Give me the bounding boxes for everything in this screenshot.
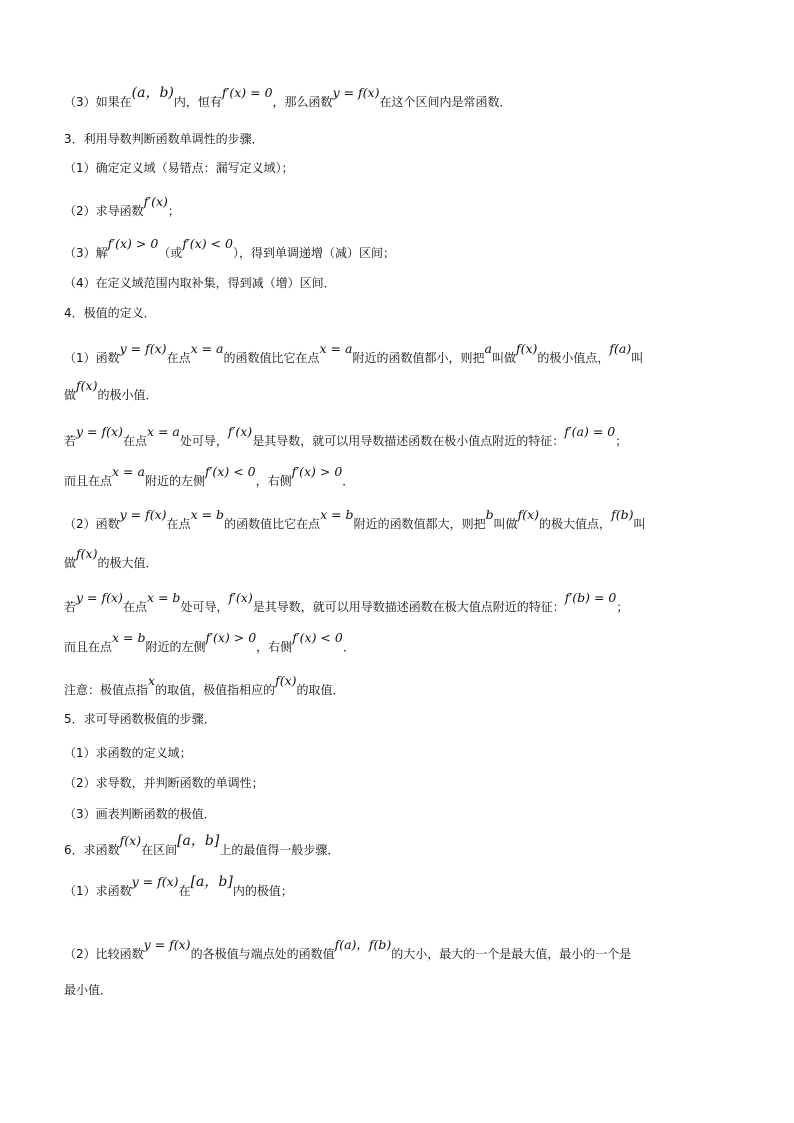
text-line: [64, 162, 294, 174]
text-segment: 最小值．: [64, 983, 113, 997]
text-segment: 的大小，最大的一个是最大值，最小的一个是: [391, 947, 632, 961]
text-segment: 注意：极值点指: [64, 683, 149, 697]
math-formula: f′(x) < 0: [292, 630, 343, 645]
text-segment: 的取值，极值指相应的: [155, 683, 276, 697]
text-segment: 在: [178, 884, 191, 898]
text-segment: 附近的函数值都大，则把: [353, 517, 486, 531]
text-segment: 6．求函数: [64, 843, 120, 857]
text-segment: （4）在定义域范围内取补集，得到减（增）区间．: [64, 276, 336, 290]
text-segment: 而且在点: [64, 474, 113, 488]
text-line: [64, 833, 340, 857]
math-interval: (a，b): [131, 85, 174, 101]
text-line: [64, 424, 628, 448]
text-segment: （2）求导数，并判断函数的单调性；: [64, 776, 264, 790]
math-formula: f(a): [609, 341, 632, 356]
text-line: [64, 194, 180, 218]
text-line: [64, 236, 395, 260]
text-line: [64, 630, 355, 654]
math-formula: f(a)，f(b): [334, 937, 392, 952]
math-formula: f(x): [76, 546, 98, 561]
math-formula: f(x): [119, 833, 142, 848]
text-segment: 在这个区间内是常函数．: [379, 95, 512, 109]
math-formula: y = f(x): [76, 590, 123, 605]
text-segment: ，右侧: [256, 640, 293, 654]
text-segment: ，那么函数: [272, 95, 333, 109]
text-segment: 处可导，: [179, 434, 228, 448]
math-formula: y = f(x): [332, 85, 380, 100]
math-formula: x = a: [146, 424, 180, 439]
text-segment: 上的最值得一般步骤．: [219, 843, 340, 857]
text-segment: 在点: [166, 517, 191, 531]
text-line: [64, 747, 192, 759]
text-line: [64, 378, 158, 402]
text-segment: ；: [616, 600, 629, 614]
math-formula: f(x): [76, 378, 98, 393]
text-segment: 的极大值．: [97, 556, 158, 570]
text-segment: 内的极值；: [232, 884, 293, 898]
math-formula: x = b: [320, 507, 354, 522]
math-formula: a: [484, 341, 492, 356]
text-segment: 叫: [631, 351, 644, 365]
text-segment: （2）函数: [64, 517, 120, 531]
text-segment: ；: [167, 204, 180, 218]
text-segment: 叫做: [493, 517, 518, 531]
math-interval: [a，b]: [177, 833, 220, 849]
math-formula: y = f(x): [119, 507, 167, 522]
math-formula: f′(x) > 0: [291, 464, 343, 479]
text-segment: （或: [158, 246, 183, 260]
text-segment: 叫做: [491, 351, 516, 365]
text-line: [64, 937, 632, 961]
text-segment: 的极大值点，: [539, 517, 612, 531]
math-formula: y = f(x): [131, 874, 179, 889]
text-segment: 附近的函数值都小，则把: [352, 351, 485, 365]
text-segment: 的极小值点，: [537, 351, 610, 365]
math-formula: x = a: [190, 341, 224, 356]
text-segment: 的函数值比它在点: [224, 517, 321, 531]
math-formula: f′(x): [228, 590, 253, 605]
text-segment: ．: [342, 640, 355, 654]
math-formula: x = a: [112, 464, 145, 479]
text-segment: （2）求导函数: [64, 204, 144, 218]
text-line: [64, 307, 156, 319]
math-interval: [a，b]: [190, 874, 233, 890]
text-segment: 5．求可导函数极值的步骤．: [64, 712, 216, 726]
text-segment: 做: [64, 388, 77, 402]
text-line: [64, 277, 336, 289]
math-formula: f′(b) = 0: [564, 590, 617, 605]
text-line: [64, 546, 158, 570]
text-segment: 若: [64, 600, 77, 614]
math-formula: x = b: [146, 590, 181, 605]
math-formula: f(x): [515, 341, 538, 356]
text-segment: 的函数值比它在点: [223, 351, 320, 365]
math-formula: f′(a) = 0: [564, 424, 616, 439]
math-formula: f′(x) = 0: [221, 85, 273, 100]
math-formula: b: [485, 507, 494, 522]
text-segment: ，右侧: [255, 474, 292, 488]
math-formula: f(b): [611, 507, 634, 522]
text-line: [64, 590, 629, 614]
text-line: [64, 777, 264, 789]
text-line: [64, 464, 355, 488]
math-formula: f′(x) > 0: [107, 236, 159, 251]
text-segment: （1）求函数: [64, 884, 132, 898]
math-formula: f′(x): [227, 424, 253, 439]
math-formula: f′(x): [143, 194, 168, 209]
text-segment: 若: [64, 434, 77, 448]
text-segment: （3）解: [64, 246, 108, 260]
text-segment: 附近的左侧: [144, 474, 205, 488]
text-segment: 在点: [166, 351, 191, 365]
text-segment: 3．利用导数判断函数单调性的步骤．: [64, 132, 264, 146]
text-line: [64, 133, 264, 145]
text-segment: （2）比较函数: [64, 947, 144, 961]
math-formula: f′(x) > 0: [205, 630, 257, 645]
text-segment: （3）如果在: [64, 95, 132, 109]
text-segment: ；: [615, 434, 628, 448]
text-segment: 叫: [633, 517, 646, 531]
text-line: [64, 507, 646, 531]
text-segment: 内，恒有: [173, 95, 222, 109]
text-line: [64, 808, 216, 820]
text-segment: （1）求函数的定义域；: [64, 746, 192, 760]
math-formula: f(x): [517, 507, 540, 522]
text-segment: 而且在点: [64, 640, 113, 654]
text-segment: 处可导，: [180, 600, 229, 614]
text-segment: 4．极值的定义．: [64, 306, 156, 320]
text-segment: 附近的左侧: [145, 640, 206, 654]
text-line: [64, 713, 216, 725]
text-line: [64, 984, 112, 996]
text-segment: 是其导数，就可以用导数描述函数在极大值点附近的特征：: [252, 600, 565, 614]
text-segment: （1）确定定义域（易错点：漏写定义域）；: [64, 161, 294, 175]
text-segment: ．: [342, 474, 355, 488]
text-segment: 在点: [122, 434, 147, 448]
text-segment: 是其导数，就可以用导数描述函数在极小值点附近的特征：: [252, 434, 565, 448]
text-segment: （1）函数: [64, 351, 120, 365]
text-line: [64, 341, 644, 365]
math-formula: y = f(x): [76, 424, 123, 439]
text-segment: （3）画表判断函数的极值．: [64, 807, 216, 821]
math-formula: x = a: [319, 341, 353, 356]
text-line: [64, 85, 512, 109]
text-segment: 在区间: [141, 843, 178, 857]
text-segment: ），得到单调递增（减）区间；: [232, 246, 395, 260]
text-segment: 的各极值与端点处的函数值: [190, 947, 335, 961]
math-formula: f′(x) < 0: [204, 464, 256, 479]
math-formula: f(x): [275, 673, 297, 688]
math-formula: y = f(x): [119, 341, 167, 356]
math-formula: y = f(x): [143, 937, 191, 952]
text-line: [64, 673, 345, 697]
text-segment: 的取值．: [296, 683, 345, 697]
text-segment: 在点: [122, 600, 147, 614]
text-segment: 的极小值．: [97, 388, 158, 402]
math-formula: x = b: [190, 507, 225, 522]
text-segment: 做: [64, 556, 77, 570]
math-formula: x: [148, 673, 156, 688]
math-formula: x = b: [112, 630, 146, 645]
text-line: [64, 874, 293, 898]
math-formula: f′(x) < 0: [182, 236, 233, 251]
